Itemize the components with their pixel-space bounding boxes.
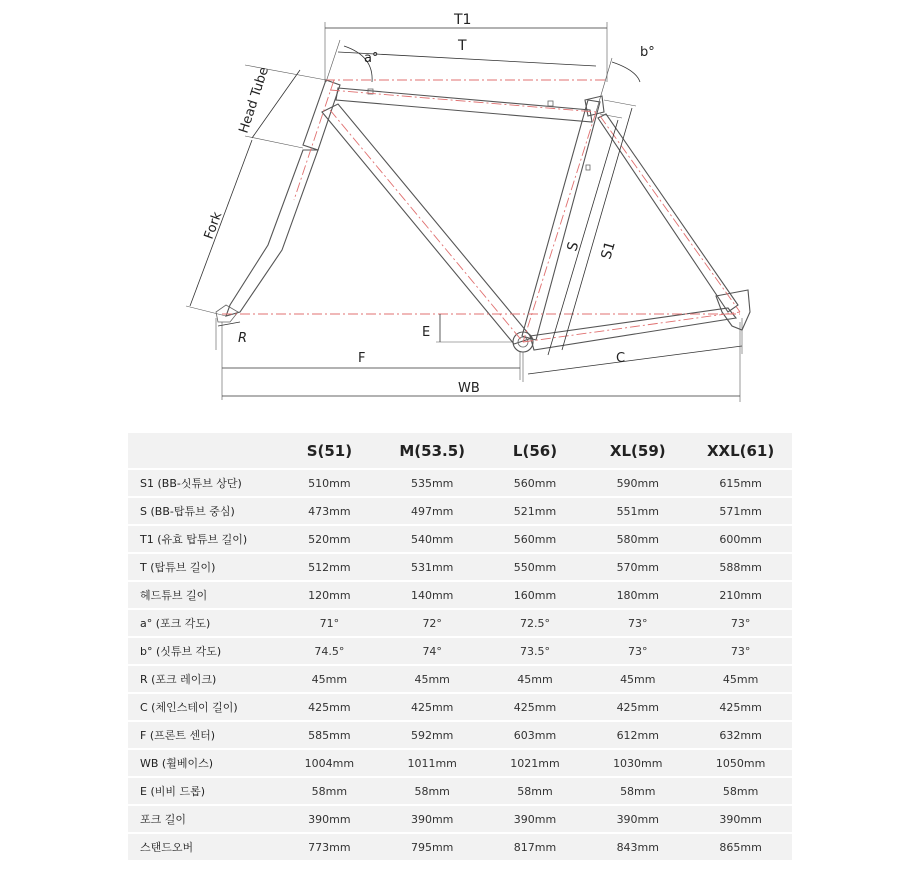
- down-tube: [322, 104, 532, 344]
- table-header-cell: [128, 433, 278, 468]
- table-row: [128, 776, 792, 804]
- table-cell: 425mm: [689, 692, 792, 720]
- table-cell: 74°: [381, 636, 484, 664]
- row-label: a° (포크 각도): [128, 608, 278, 636]
- table-cell: 425mm: [586, 692, 689, 720]
- wb-label: WB: [458, 381, 480, 396]
- table-cell: 58mm: [484, 776, 587, 804]
- cable-guide: [548, 101, 553, 106]
- table-cell: 73°: [586, 608, 689, 636]
- table-cell: 1011mm: [381, 748, 484, 776]
- table-cell: 73°: [689, 636, 792, 664]
- a-angle-label: a°: [364, 51, 379, 66]
- table-cell: 571mm: [689, 496, 792, 524]
- table-cell: 1004mm: [278, 748, 381, 776]
- f-label: F: [358, 351, 366, 366]
- table-cell: 140mm: [381, 580, 484, 608]
- s-label: S: [564, 240, 583, 254]
- table-row: [128, 664, 792, 692]
- rear-dropout: [716, 290, 750, 330]
- c-dimension-line: [528, 346, 742, 374]
- row-label: R (포크 레이크): [128, 664, 278, 692]
- frame-outline: [216, 80, 750, 352]
- e-label: E: [422, 325, 431, 340]
- table-cell: 588mm: [689, 552, 792, 580]
- table-row: [128, 524, 792, 552]
- table-cell: 1030mm: [586, 748, 689, 776]
- table-cell: 390mm: [278, 804, 381, 832]
- table-row: [128, 804, 792, 832]
- table-cell: 773mm: [278, 832, 381, 860]
- table-cell: 592mm: [381, 720, 484, 748]
- b-angle-arc: [612, 62, 640, 82]
- table-row: [128, 552, 792, 580]
- bottle-boss: [586, 165, 590, 170]
- row-label: F (프론트 센터): [128, 720, 278, 748]
- top-tube: [336, 88, 592, 122]
- table-row: [128, 636, 792, 664]
- table-cell: 74.5°: [278, 636, 381, 664]
- table-row: [128, 748, 792, 776]
- table-cell: 531mm: [381, 552, 484, 580]
- table-cell: 521mm: [484, 496, 587, 524]
- table-row: [128, 720, 792, 748]
- table-cell: 632mm: [689, 720, 792, 748]
- table-cell: 120mm: [278, 580, 381, 608]
- table-cell: 45mm: [484, 664, 587, 692]
- table-cell: 58mm: [381, 776, 484, 804]
- table-row: [128, 608, 792, 636]
- t1-label: T1: [454, 12, 472, 28]
- seat-tube-centerline: [523, 112, 596, 342]
- geometry-spec-table: [128, 433, 792, 860]
- table-cell: 535mm: [381, 468, 484, 496]
- table-cell: 1021mm: [484, 748, 587, 776]
- steering-axis: [294, 80, 334, 200]
- table-cell: 570mm: [586, 552, 689, 580]
- table-cell: 72°: [381, 608, 484, 636]
- table-cell: 795mm: [381, 832, 484, 860]
- table-cell: 512mm: [278, 552, 381, 580]
- table-cell: 590mm: [586, 468, 689, 496]
- table-cell: 865mm: [689, 832, 792, 860]
- dimension-lines: [186, 22, 742, 402]
- table-cell: 497mm: [381, 496, 484, 524]
- row-label: 헤드튜브 길이: [128, 580, 278, 608]
- table-row: [128, 832, 792, 860]
- table-cell: 58mm: [689, 776, 792, 804]
- table-cell: 425mm: [484, 692, 587, 720]
- table-cell: 580mm: [586, 524, 689, 552]
- table-cell: 45mm: [689, 664, 792, 692]
- table-cell: 520mm: [278, 524, 381, 552]
- table-cell: 73°: [689, 608, 792, 636]
- row-label: S1 (BB-싯튜브 상단): [128, 468, 278, 496]
- table-cell: 210mm: [689, 580, 792, 608]
- row-label: T (탑튜브 길이): [128, 552, 278, 580]
- table-cell: 817mm: [484, 832, 587, 860]
- table-cell: 510mm: [278, 468, 381, 496]
- b-angle-label: b°: [640, 45, 655, 60]
- table-cell: 560mm: [484, 524, 587, 552]
- row-label: 포크 길이: [128, 804, 278, 832]
- s1-label: S1: [598, 239, 619, 262]
- table-cell: 585mm: [278, 720, 381, 748]
- table-row: [128, 496, 792, 524]
- table-header-cell: M(53.5): [399, 441, 466, 460]
- table-cell: 603mm: [484, 720, 587, 748]
- table-cell: 615mm: [689, 468, 792, 496]
- table-header-cell: S(51): [306, 441, 353, 460]
- table-row: [128, 692, 792, 720]
- table-cell: 58mm: [586, 776, 689, 804]
- table-header-cell: L(56): [512, 441, 558, 460]
- table-cell: 540mm: [381, 524, 484, 552]
- table-cell: 1050mm: [689, 748, 792, 776]
- table-header-row: [128, 433, 792, 468]
- fork-blade: [226, 150, 318, 316]
- dimension-labels: [202, 12, 655, 396]
- table-row: [128, 468, 792, 496]
- chain-stay-centerline: [523, 312, 740, 342]
- table-cell: 390mm: [689, 804, 792, 832]
- head-tube-label: Head Tube: [236, 65, 273, 136]
- table-cell: 550mm: [484, 552, 587, 580]
- table-cell: 390mm: [484, 804, 587, 832]
- frame-geometry-diagram: [0, 0, 920, 420]
- table-cell: 45mm: [586, 664, 689, 692]
- c-label: C: [616, 351, 626, 366]
- table-cell: 390mm: [381, 804, 484, 832]
- table-cell: 180mm: [586, 580, 689, 608]
- s-dimension-line: [548, 120, 618, 355]
- table-cell: 600mm: [689, 524, 792, 552]
- table-cell: 560mm: [484, 468, 587, 496]
- seat-stay: [598, 114, 738, 312]
- row-label: b° (싯튜브 각도): [128, 636, 278, 664]
- row-label: S (BB-탑튜브 중심): [128, 496, 278, 524]
- r-dimension-line: [218, 322, 240, 326]
- row-label: T1 (유효 탑튜브 길이): [128, 524, 278, 552]
- table-cell: 160mm: [484, 580, 587, 608]
- table-cell: 473mm: [278, 496, 381, 524]
- t-label: T: [458, 38, 467, 54]
- seat-collar: [585, 96, 604, 116]
- table-cell: 612mm: [586, 720, 689, 748]
- table-cell: 58mm: [278, 776, 381, 804]
- table-cell: 843mm: [586, 832, 689, 860]
- row-label: WB (휠베이스): [128, 748, 278, 776]
- centerlines: [222, 80, 740, 342]
- table-cell: 390mm: [586, 804, 689, 832]
- table-cell: 551mm: [586, 496, 689, 524]
- table-cell: 45mm: [381, 664, 484, 692]
- table-cell: 45mm: [278, 664, 381, 692]
- row-label: E (비비 드롭): [128, 776, 278, 804]
- fork-label: Fork: [201, 210, 226, 242]
- table-header-cell: XXL(61): [706, 441, 775, 460]
- row-label: 스탠드오버: [128, 832, 278, 860]
- table-cell: 71°: [278, 608, 381, 636]
- table-header-cell: XL(59): [609, 441, 666, 460]
- down-tube-centerline: [330, 110, 523, 342]
- table-body: [128, 468, 792, 860]
- table-row: [128, 580, 792, 608]
- table-cell: 73.5°: [484, 636, 587, 664]
- top-tube-centerline: [330, 90, 596, 112]
- table-cell: 72.5°: [484, 608, 587, 636]
- table-cell: 425mm: [381, 692, 484, 720]
- table-cell: 73°: [586, 636, 689, 664]
- r-label: R: [238, 331, 248, 346]
- row-label: C (체인스테이 길이): [128, 692, 278, 720]
- table-cell: 425mm: [278, 692, 381, 720]
